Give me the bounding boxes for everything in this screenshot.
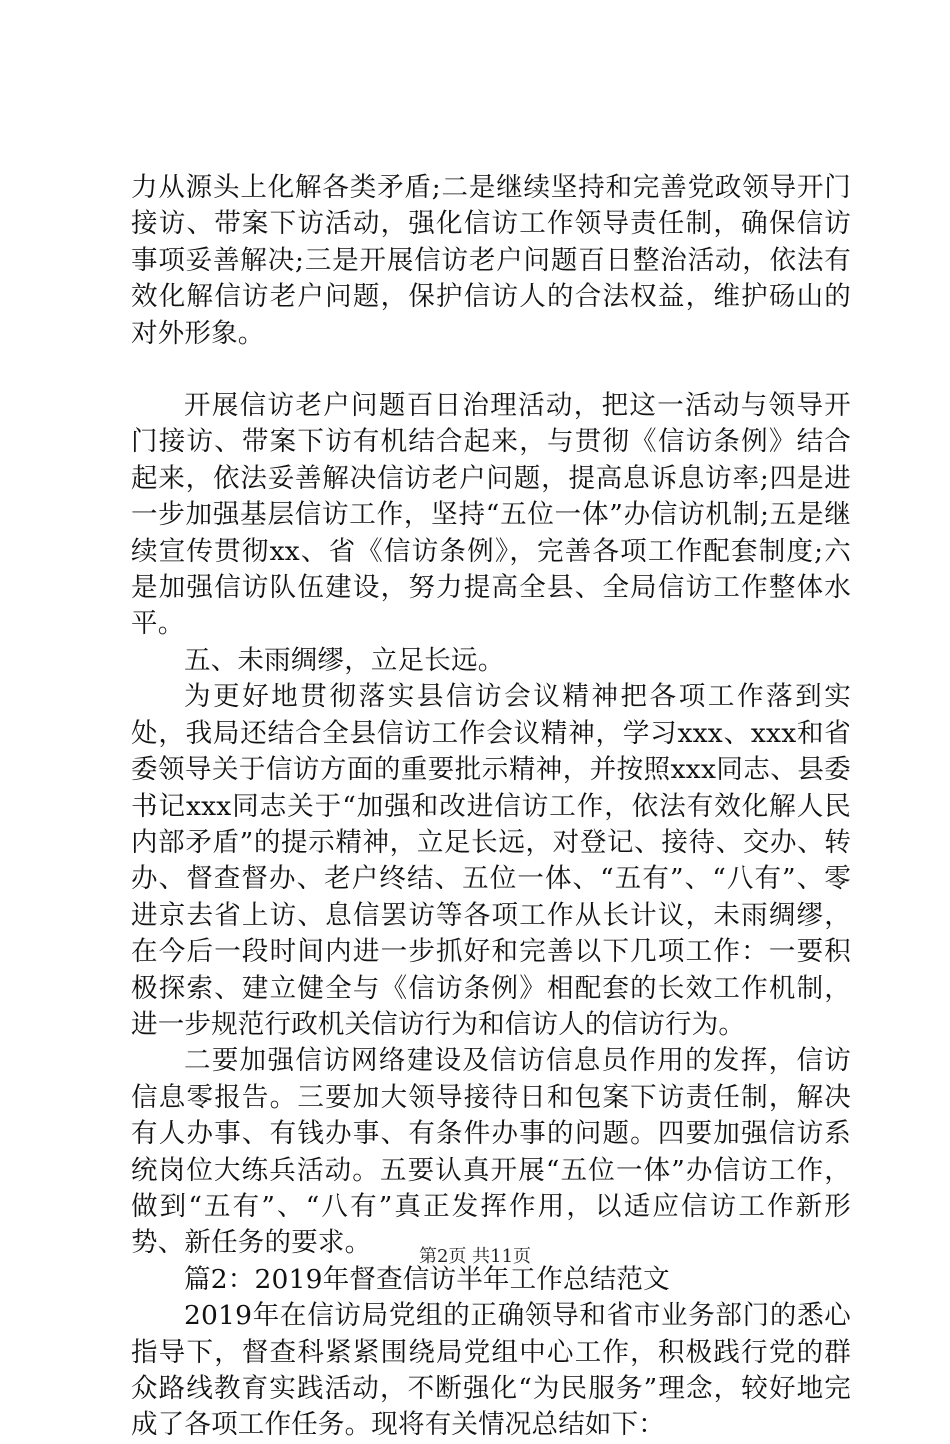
paragraph-continuation: 力从源头上化解各类矛盾;二是继续坚持和完善党政领导开门接访、带案下访活动，强化信访工作领导责任制，确保信访事项妥善解决;三是开展信访老户问题百日整治活动，依法有效化解信访老户问题，保护信访人的合法权益，维护砀山的对外形象。	[131, 172, 851, 349]
paragraph-old-cases-campaign: 开展信访老户问题百日治理活动，把这一活动与领导开门接访、带案下访有机结合起来，与贯彻《信访条例》结合起来，依法妥善解决信访老户问题，提高息诉息访率;四是进一步加强基层信访工作，坚持“五位一体”办信访机制;五是继续宣传贯彻xx、省《信访条例》，完善各项工作配套制度;六是加强信访队伍建设，努力提高全县、全局信访工作整体水平。	[131, 390, 851, 640]
article-title-part-2: 篇2：2019年督查信访半年工作总结范文	[184, 1263, 670, 1295]
paragraph-intro-2019: 2019年在信访局党组的正确领导和省市业务部门的悉心指导下，督查科紧紧围绕局党组中心工作，积极践行党的群众路线教育实践活动，不断强化“为民服务”理念，较好地完成了各项工作任务。现将有关情况总结如下：	[131, 1300, 851, 1441]
page-number-footer: 第2页 共11页	[418, 1246, 532, 1267]
paragraph-long-term-work: 为更好地贯彻落实县信访会议精神把各项工作落到实处，我局还结合全县信访工作会议精神，学习xxx、xxx和省委领导关于信访方面的重要批示精神，并按照xxx同志、县委书记xxx同志关于“加强和改进信访工作，依法有效化解人民内部矛盾”的提示精神，立足长远，对登记、接待、交办、转办、督查督办、老户终结、五位一体、“五有”、“八有”、零进京去省上访、息信罢访等各项工作从长计议，未雨绸缪，在今后一段时间内进一步抓好和完善以下几项工作：一要积极探索、建立健全与《信访条例》相配套的长效工作机制，进一步规范行政机关信访行为和信访人的信访行为。	[131, 681, 851, 1040]
paragraph-network-building: 二要加强信访网络建设及信访信息员作用的发挥，信访信息零报告。三要加大领导接待日和包案下访责任制，解决有人办事、有钱办事、有条件办事的问题。四要加强信访系统岗位大练兵活动。五要认真开展“五位一体”办信访工作，做到“五有”、“八有”真正发挥作用，以适应信访工作新形势、新任务的要求。	[131, 1045, 851, 1259]
section-heading-five: 五、未雨绸缪，立足长远。	[184, 644, 505, 676]
